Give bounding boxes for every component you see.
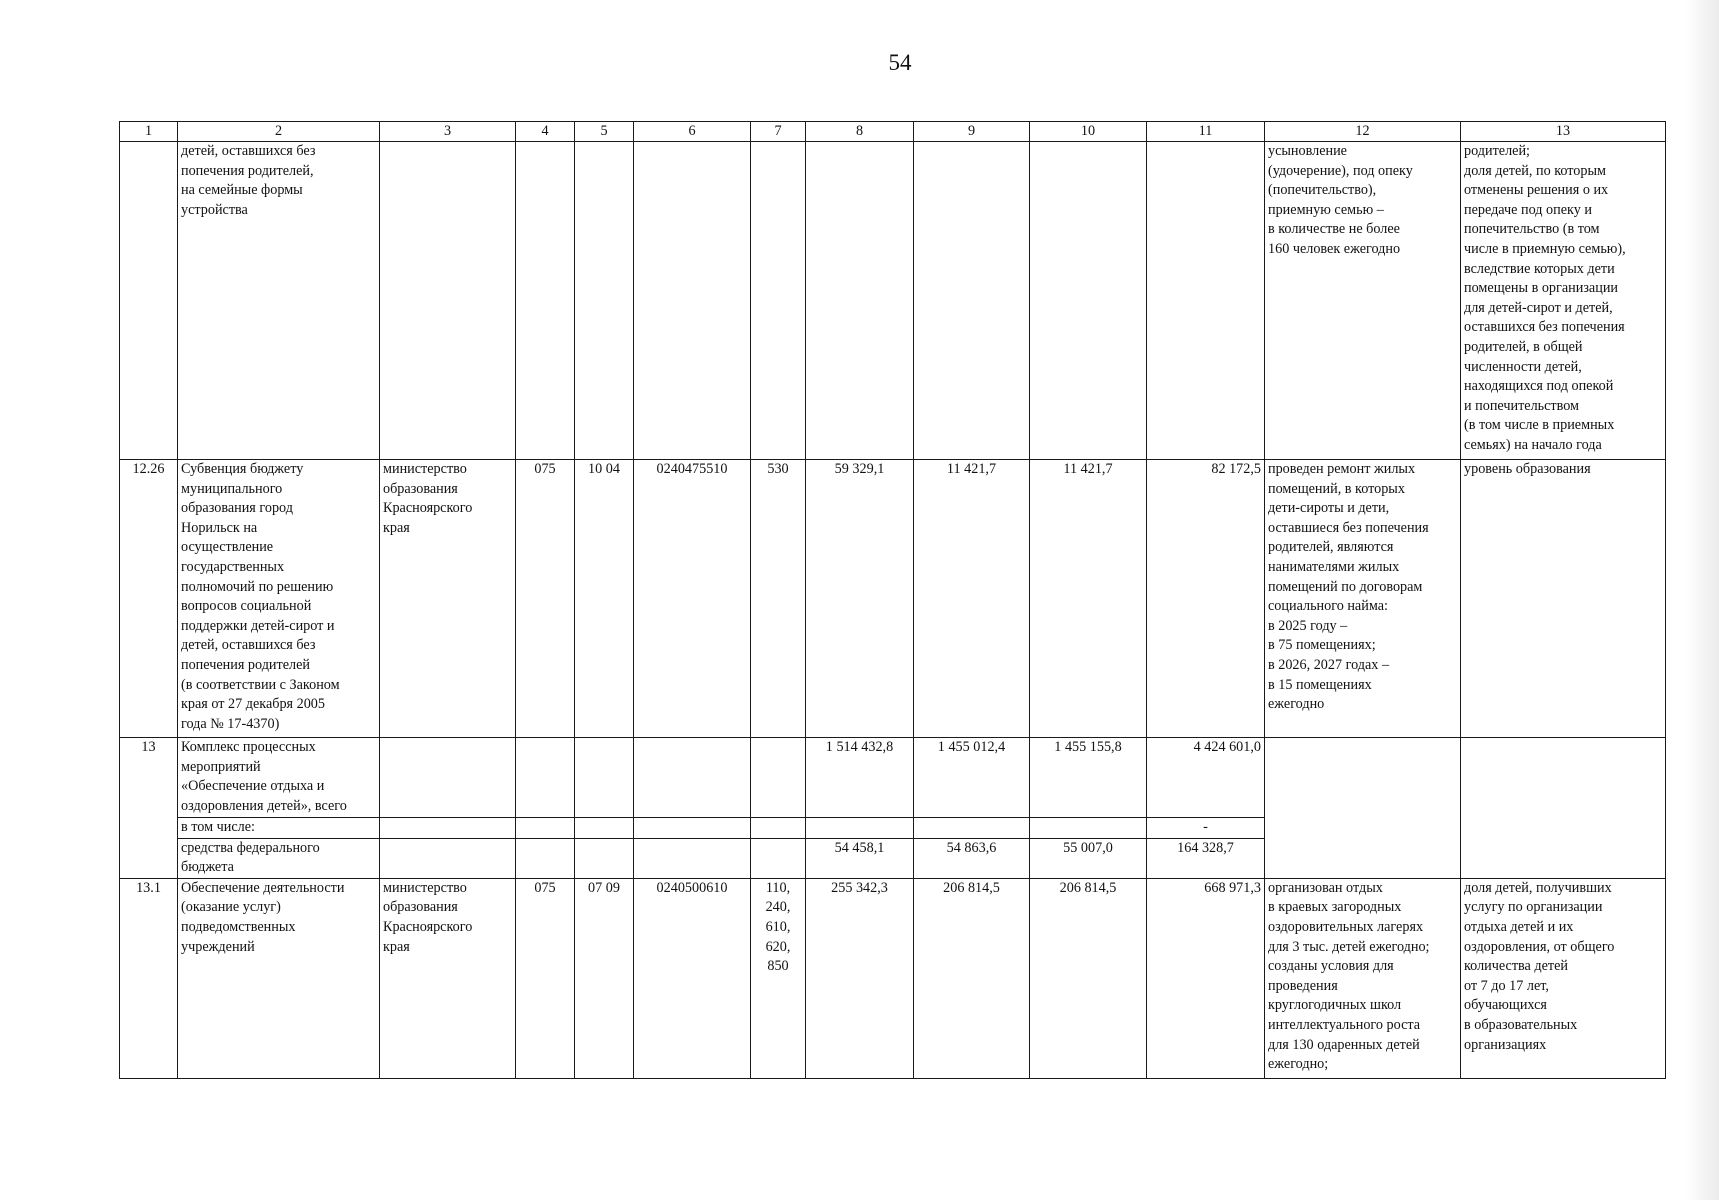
row-csr: 0240500610 [634,878,751,1078]
row-vr: 110, 240, 610, 620, 850 [751,878,806,1078]
row-indicator: родителей; доля детей, по которым отменены решения о их передаче под опеку и попечительство (в том числе в приемную семью), вследствие которых дети помещены в организации для детей-сирот и детей, оставшихся без попечения родителей, в общей численности детей, находящихся под опекой и попечительством (в том числе в приемных семьях) на начало года [1461,142,1666,460]
budget-table [119,121,1666,1079]
header-col-1: 1 [120,122,178,142]
row-name: Обеспечение деятельности (оказание услуг) подведомственных учреждений [178,878,380,1078]
row-2025: 1 514 432,8 [806,738,914,818]
header-col-2: 2 [178,122,380,142]
row-2026: 1 455 012,4 [914,738,1030,818]
row-name: Комплекс процессных мероприятий «Обеспечение отдыха и оздоровления детей», всего [178,738,380,818]
row-2025: 255 342,3 [806,878,914,1078]
row-result: проведен ремонт жилых помещений, в которых дети-сироты и дети, оставшиеся без попечения родителей, являются нанимателями жилых помещений по договорам социального найма: в 2025 году – в 75 помещениях; в 2026, 2027 годах – в 15 помещениях ежегодно [1265,460,1461,738]
header-col-11: 11 [1147,122,1265,142]
row-result: организован отдых в краевых загородных оздоровительных лагерях для 3 тыс. детей ежегодно; созданы условия для проведения круглогодичных школ интеллектуального роста для 130 одаренных детей ежегодно; [1265,878,1461,1078]
row-rzpr: 10 04 [575,460,634,738]
header-col-8: 8 [806,122,914,142]
header-col-6: 6 [634,122,751,142]
row-organization: министерство образования Красноярского края [380,878,516,1078]
header-col-5: 5 [575,122,634,142]
header-col-12: 12 [1265,122,1461,142]
row-total: 82 172,5 [1147,460,1265,738]
page-number: 54 [888,50,912,75]
row-total: 668 971,3 [1147,878,1265,1078]
row-vr: 530 [751,460,806,738]
row-indicator: доля детей, получивших услугу по организации отдыха детей и их оздоровления, от общего количества детей от 7 до 17 лет, обучающихся в образовательных организациях [1461,878,1666,1078]
row-total: - [1147,818,1265,839]
row-csr: 0240475510 [634,460,751,738]
header-col-3: 3 [380,122,516,142]
row-name: в том числе: [178,818,380,839]
row-grbs: 075 [516,878,575,1078]
table-row-13 [120,738,1666,818]
row-number: 13.1 [120,878,178,1078]
row-grbs: 075 [516,460,575,738]
row-indicator: уровень образования [1461,460,1666,738]
row-number: 12.26 [120,460,178,738]
row-2027: 55 007,0 [1030,838,1147,878]
row-result: усыновление (удочерение), под опеку (попечительство), приемную семью – в количестве не более 160 человек ежегодно [1265,142,1461,460]
row-rzpr: 07 09 [575,878,634,1078]
row-2027: 11 421,7 [1030,460,1147,738]
scan-edge-shadow [1685,0,1719,1200]
row-number: 13 [120,738,178,818]
header-col-9: 9 [914,122,1030,142]
header-col-13: 13 [1461,122,1666,142]
row-total: 4 424 601,0 [1147,738,1265,818]
row-2026: 54 863,6 [914,838,1030,878]
row-name: Субвенция бюджету муниципального образования город Норильск на осуществление государственных полномочий по решению вопросов социальной поддержки детей-сирот и детей, оставшихся без попечения родителей (в соответствии с Законом края от 27 декабря 2005 года № 17-4370) [178,460,380,738]
row-2027: 1 455 155,8 [1030,738,1147,818]
row-organization: министерство образования Красноярского края [380,460,516,738]
row-2025: 59 329,1 [806,460,914,738]
table-row-continuation [120,142,1666,460]
header-row [120,122,1666,142]
row-2026: 206 814,5 [914,878,1030,1078]
table-row-13-1 [120,878,1666,1078]
header-col-4: 4 [516,122,575,142]
table-row-13-federal [120,838,1666,878]
row-name: детей, оставшихся без попечения родителей, на семейные формы устройства [178,142,380,460]
row-2025: 54 458,1 [806,838,914,878]
row-2027: 206 814,5 [1030,878,1147,1078]
row-name: средства федерального бюджета [178,838,380,878]
header-col-10: 10 [1030,122,1147,142]
table-row-13-including [120,818,1666,839]
header-col-7: 7 [751,122,806,142]
row-total: 164 328,7 [1147,838,1265,878]
table-row-12-26 [120,460,1666,738]
row-2026: 11 421,7 [914,460,1030,738]
